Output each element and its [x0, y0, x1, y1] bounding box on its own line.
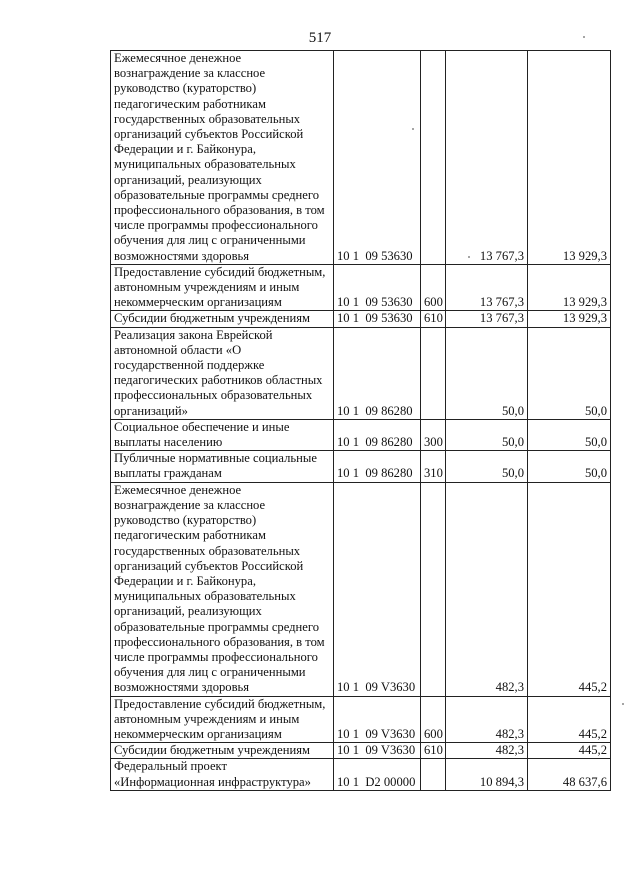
table-row — [111, 759, 611, 790]
row-vr — [421, 482, 446, 696]
table-row — [111, 264, 611, 311]
row-sum-2: 445,2 — [528, 743, 611, 759]
row-code: 10 1 09 86280 — [334, 419, 421, 450]
table-row — [111, 451, 611, 482]
row-code: 10 1 09 V3630 — [334, 743, 421, 759]
row-vr: 610 — [421, 311, 446, 327]
row-name: Реализация закона Еврейской автономной области «О государственной поддержке педагогических работников областных профессиональных образовательных организаций» — [111, 327, 334, 419]
row-vr: 610 — [421, 743, 446, 759]
table-row — [111, 327, 611, 419]
row-sum-1: 50,0 — [446, 419, 528, 450]
row-sum-1: 50,0 — [446, 451, 528, 482]
row-sum-2: 445,2 — [528, 482, 611, 696]
row-vr: 300 — [421, 419, 446, 450]
row-sum-1: 482,3 — [446, 696, 528, 743]
row-sum-2: 50,0 — [528, 327, 611, 419]
row-sum-1: 482,3 — [446, 482, 528, 696]
scan-speck — [622, 703, 624, 705]
table-row — [111, 419, 611, 450]
page-number: 517 — [308, 30, 332, 46]
row-name: Ежемесячное денежное вознаграждение за классное руководство (кураторство) педагогическим работникам государственных образовательных организаций субъектов Российской Федерации и г. Байконура, муниципальных образовательных организаций, реализующих образовательные программы среднего профессионального образования, в том числе программы профессионального обучения для лиц с ограниченными возможностями здоровья — [111, 51, 334, 265]
row-code: 10 1 09 86280 — [334, 451, 421, 482]
row-sum-2: 50,0 — [528, 419, 611, 450]
row-sum-1: 50,0 — [446, 327, 528, 419]
row-vr — [421, 759, 446, 790]
budget-table — [110, 50, 611, 791]
row-vr — [421, 51, 446, 265]
table-row — [111, 743, 611, 759]
table-row — [111, 311, 611, 327]
row-sum-2: 13 929,3 — [528, 264, 611, 311]
row-name: Социальное обеспечение и иные выплаты населению — [111, 419, 334, 450]
table-row — [111, 51, 611, 265]
row-name: Федеральный проект «Информационная инфраструктура» — [111, 759, 334, 790]
row-vr — [421, 327, 446, 419]
row-name: Публичные нормативные социальные выплаты гражданам — [111, 451, 334, 482]
row-name: Предоставление субсидий бюджетным, автономным учреждениям и иным некоммерческим организациям — [111, 264, 334, 311]
row-sum-2: 48 637,6 — [528, 759, 611, 790]
scan-speck — [468, 256, 470, 258]
row-sum-2: 13 929,3 — [528, 311, 611, 327]
row-sum-1: 482,3 — [446, 743, 528, 759]
row-sum-1: 13 767,3 — [446, 264, 528, 311]
row-name: Субсидии бюджетным учреждениям — [111, 311, 334, 327]
scan-speck — [583, 36, 585, 38]
row-sum-2: 50,0 — [528, 451, 611, 482]
row-name: Ежемесячное денежное вознаграждение за классное руководство (кураторство) педагогическим работникам государственных образовательных организаций субъектов Российской Федерации и г. Байконура, муниципальных образовательных организаций, реализующих образовательные программы среднего профессионального образования, в том числе программы профессионального обучения для лиц с ограниченными возможностями здоровья — [111, 482, 334, 696]
row-sum-1: 13 767,3 — [446, 51, 528, 265]
row-sum-1: 10 894,3 — [446, 759, 528, 790]
row-name: Субсидии бюджетным учреждениям — [111, 743, 334, 759]
row-code: 10 1 09 53630 — [334, 264, 421, 311]
row-sum-1: 13 767,3 — [446, 311, 528, 327]
row-sum-2: 13 929,3 — [528, 51, 611, 265]
row-code: 10 1 09 53630 — [334, 51, 421, 265]
row-code: 10 1 09 53630 — [334, 311, 421, 327]
row-vr: 600 — [421, 696, 446, 743]
row-vr: 310 — [421, 451, 446, 482]
row-sum-2: 445,2 — [528, 696, 611, 743]
row-vr: 600 — [421, 264, 446, 311]
table-row — [111, 482, 611, 696]
row-code: 10 1 09 V3630 — [334, 696, 421, 743]
row-code: 10 1 09 86280 — [334, 327, 421, 419]
row-code: 10 1 D2 00000 — [334, 759, 421, 790]
table-row — [111, 696, 611, 743]
row-name: Предоставление субсидий бюджетным, автономным учреждениям и иным некоммерческим организациям — [111, 696, 334, 743]
row-code: 10 1 09 V3630 — [334, 482, 421, 696]
scan-speck — [412, 128, 414, 130]
